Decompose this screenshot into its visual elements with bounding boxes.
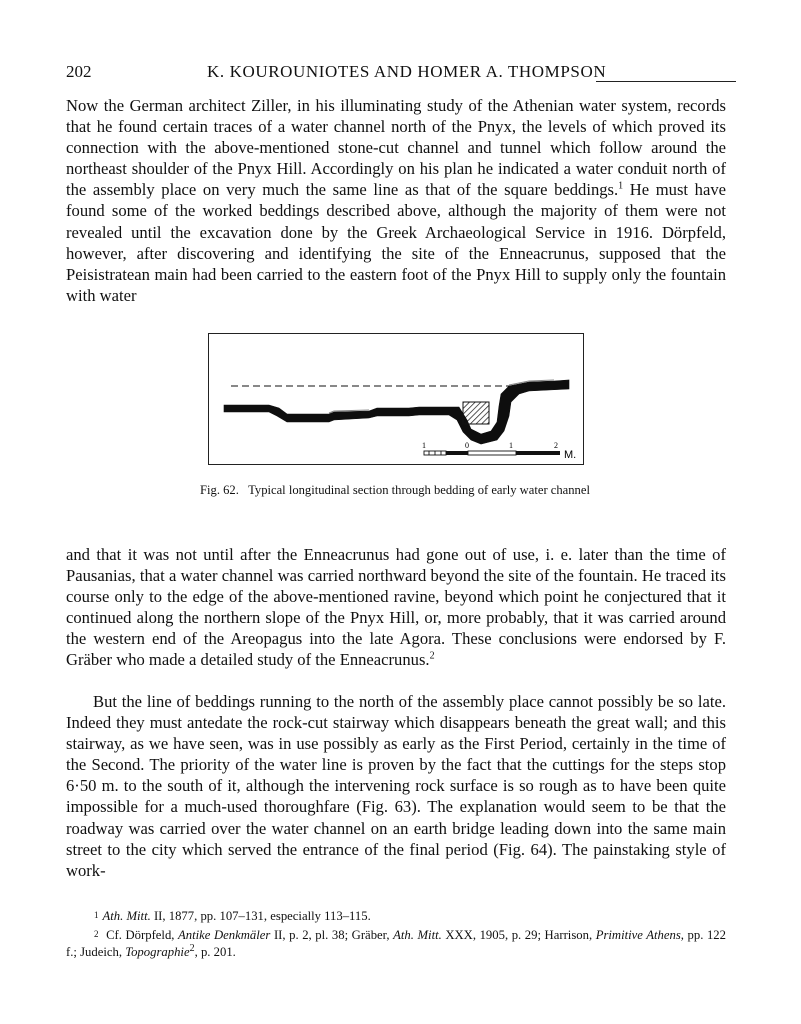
footnote-2-text-b: II, p. 2, pl. 38; Gräber,: [270, 927, 394, 942]
page-number: 202: [66, 62, 92, 81]
scale-tick-two: 2: [554, 441, 558, 450]
footnote-ref-1[interactable]: 1: [618, 180, 624, 192]
paragraph-1: [66, 95, 726, 306]
footnote-1-mark: 1: [94, 910, 99, 920]
paragraph-2-text: and that it was not until after the Enneacrunus had gone out of use, i. e. later than the time of Pausanias, that a water channel was carried northward beyond the site of the fountain. He traced its course only to the edge of the above-mentioned ravine, beyond which point he conjectured that it continued along the northern slope of the Pnyx Hill, or, more probably, that it was carried around the western end of the Areopagus into the late Agora. These conclusions were endorsed by F. Gräber who made a detailed study of the Enneacrunus.: [66, 545, 726, 670]
page-header: [66, 60, 736, 86]
caption-text: Typical longitudinal section through bedding of early water channel: [248, 483, 590, 497]
scale-unit: M.: [564, 449, 577, 461]
footnote-2-journal: Ath. Mitt.: [393, 927, 442, 942]
footnote-2-text-d: pp. 122 f.; Judeich,: [66, 927, 726, 959]
paragraph-3: But the line of beddings running to the north of the assembly place cannot possibly be so late. Indeed they must antedate the rock-cut stairway which disappears beneath the great wall; and this stairway, as we have seen, was in use possibly as early as the First Period, certainly in the time of the Second. The priority of the water line is proven by the fact that the cuttings for the steps stop 6·50 m. to the south of it, although the intervening rock surface is so rough as to have been quite impossible for a much-used thoroughfare (Fig. 63). The explanation would seem to be that the roadway was carried over the water channel on an earth bridge leading down into the same main street to the city which served the entrance of the final period (Fig. 64). The painstaking style of work-: [66, 692, 726, 880]
footnote-2-text-c: XXX, 1905, p. 29; Harrison,: [441, 927, 596, 942]
footnote-2-text-e: , p. 201.: [194, 945, 236, 959]
scale-tick-one: 1: [509, 441, 513, 450]
footnote-2-title-a: Antike Denkmäler: [178, 927, 271, 942]
footnote-2-edition: 2: [189, 942, 195, 954]
scale-bar: [422, 441, 576, 461]
figure-caption: [200, 482, 590, 499]
footnote-2-mark: 2: [94, 928, 99, 939]
footnote-1-journal: Ath. Mitt.: [102, 909, 151, 923]
section-drawing: [209, 334, 583, 464]
figure-62: [208, 333, 584, 465]
figure-label: Fig. 62.: [200, 483, 239, 497]
scale-tick-left: 1: [422, 441, 426, 450]
footnote-2: [66, 927, 726, 962]
running-head: K. KOUROUNIOTES AND HOMER A. THOMPSON: [207, 62, 607, 81]
paragraph-2: [66, 544, 726, 671]
footnote-ref-2[interactable]: 2: [429, 650, 435, 662]
header-rule: [596, 81, 736, 82]
channel-bedding-profile: [224, 380, 569, 444]
footnote-1: [66, 908, 726, 926]
footnote-2-text-a: Cf. Dörpfeld,: [102, 927, 179, 942]
footnotes: [66, 908, 726, 963]
hatched-block: [463, 402, 489, 424]
footnote-2-title-b: Primitive Athens,: [595, 927, 684, 942]
paragraph-1-text-a: Now the German architect Ziller, in his illuminating study of the Athenian water system, records that he found certain traces of a water channel north of the Pnyx, the levels of which proved its connection with the above-mentioned stone-cut channel and tunnel which follow around the northeast shoulder of the Pnyx Hill. Accordingly on his plan he indicated a water conduit north of the assembly place on very much the same line as that of the square beddings.: [66, 96, 726, 200]
scale-tick-zero: 0: [465, 441, 469, 450]
footnote-2-title-c: Topographie: [125, 945, 190, 959]
paragraph-1-text-b: He must have found some of the worked beddings described above, although the majority of them were not revealed until the excavation done by the Greek Archaeological Service in 1916. Dörpfeld, however, after discovering and identifying the site of the Enneacrunus, supposed that the Peisistratean main had been carried to the eastern foot of the Pnyx Hill to supply only the fountain with water: [66, 180, 726, 305]
footnote-1-text: II, 1877, pp. 107–131, especially 113–115.: [150, 909, 371, 923]
